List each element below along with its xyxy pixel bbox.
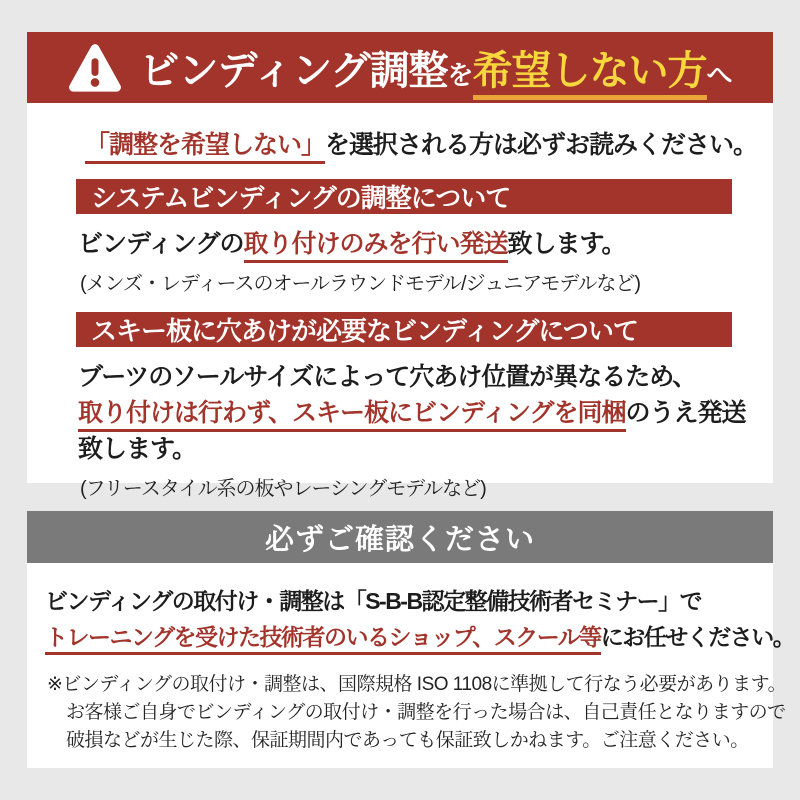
section2-line3: 致します。 bbox=[78, 435, 197, 463]
section2-body bbox=[78, 359, 773, 467]
section1-heading: システムビンディングの調整について bbox=[76, 179, 732, 214]
section1-body-suffix: 致します。 bbox=[507, 230, 626, 258]
section1-body-prefix: ビンディングの bbox=[78, 230, 244, 258]
disclaimer bbox=[47, 671, 787, 755]
section1-note: (メンズ・レディースのオールラウンドモデル/ジュニアモデルなど) bbox=[80, 273, 641, 295]
intro-line bbox=[85, 125, 773, 161]
warning-triangle-icon bbox=[68, 42, 122, 96]
section1-body bbox=[78, 226, 773, 262]
intro-highlight: 「調整を希望しない」 bbox=[85, 131, 325, 164]
section2-heading: スキー板に穴あけが必要なビンディングについて bbox=[76, 312, 732, 347]
disclaimer-line-1: ※ビンディングの取付け・調整は、国際規格 ISO 1108に準拠して行なう必要があります。 bbox=[47, 674, 787, 695]
page-title bbox=[139, 39, 731, 96]
title-highlight: 希望しない方 bbox=[473, 49, 707, 100]
section2-line1: ブーツのソールサイズによって穴あけ位置が異なるため、 bbox=[78, 363, 697, 391]
confirm-line2-suffix: にお任せください。 bbox=[600, 624, 795, 650]
intro-rest: を選択される方は必ずお読みください。 bbox=[325, 131, 758, 159]
confirm-banner: 必ずご確認ください bbox=[27, 511, 773, 563]
section2-line2-highlight: 取り付けは行わず、スキー板にビンディングを同梱 bbox=[78, 399, 626, 432]
section2-note: (フリースタイル系の板やレーシングモデルなど) bbox=[80, 478, 486, 500]
adjustment-info-card bbox=[27, 103, 773, 500]
title-particle-he: へ bbox=[706, 60, 732, 90]
header-banner bbox=[27, 32, 773, 103]
confirm-body bbox=[45, 583, 795, 655]
confirm-card bbox=[27, 563, 795, 768]
confirm-line2-highlight: トレーニングを受けた技術者のいるショップ、スクール等 bbox=[45, 624, 601, 655]
section1-body-highlight: 取り付けのみを行い発送 bbox=[244, 230, 508, 263]
section2-line2-suffix: のうえ発送 bbox=[625, 399, 746, 427]
title-particle-wo: を bbox=[447, 60, 473, 90]
confirm-line1: ビンディングの取付け・調整は「S-B-B認定整備技術者セミナー」で bbox=[45, 588, 702, 614]
title-main: ビンディング調整 bbox=[139, 49, 448, 93]
disclaimer-line-2: お客様ご自身でビンディングの取付け・調整を行った場合は、自己責任となりますので bbox=[66, 702, 786, 723]
disclaimer-line-3: 破損などが生じた際、保証期間内であっても保証致しかねます。ご注意ください。 bbox=[66, 730, 749, 751]
